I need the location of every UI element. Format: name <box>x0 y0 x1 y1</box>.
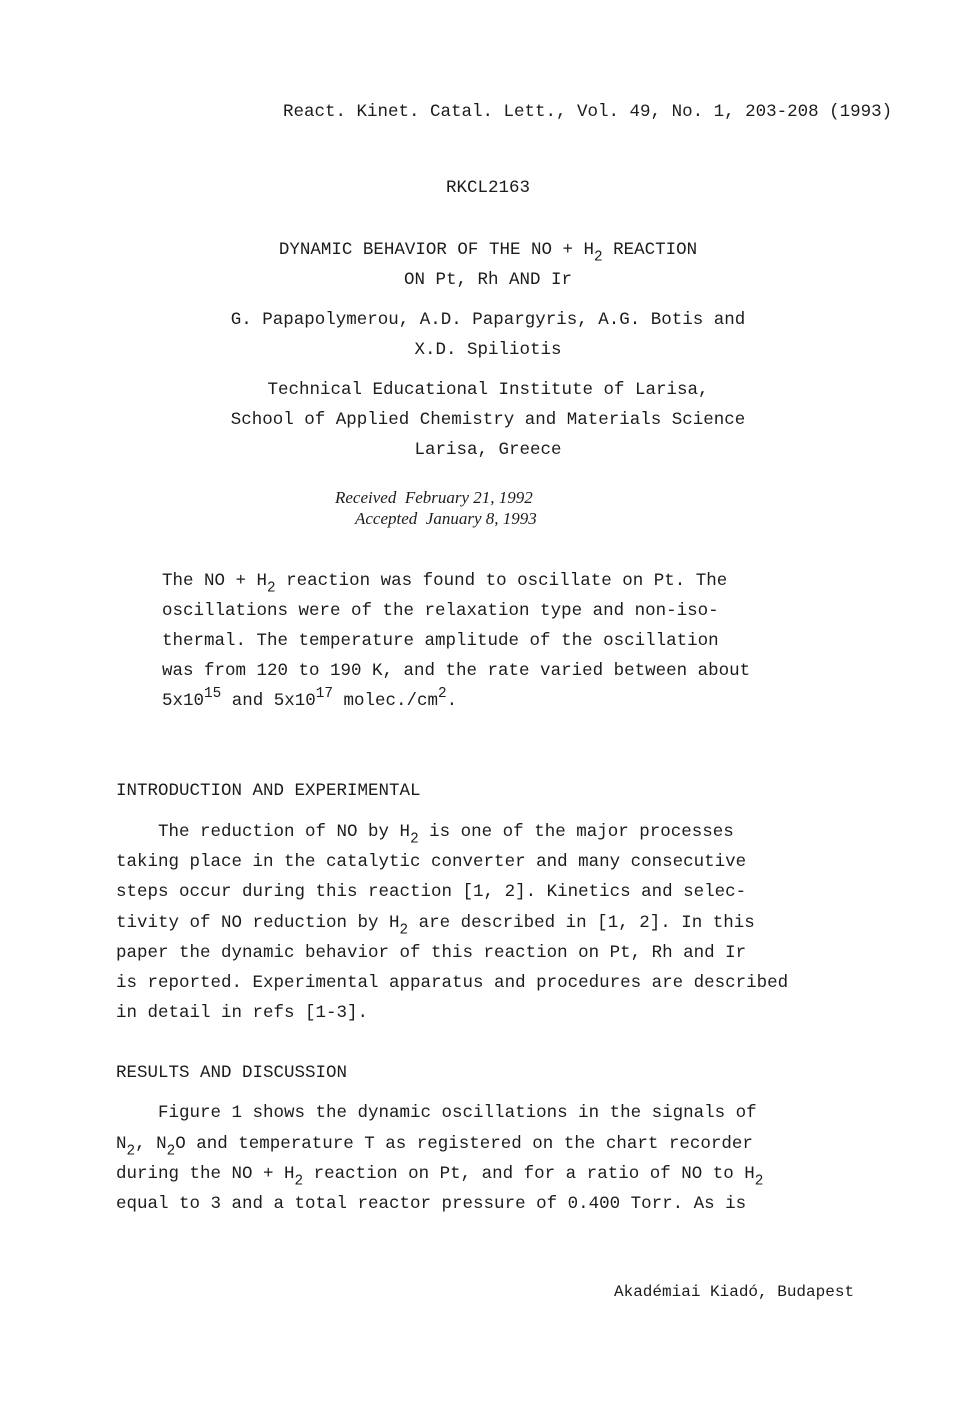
title-line-1 <box>0 239 976 266</box>
subscript: 2 <box>166 1143 176 1160</box>
affiliation-line-2: School of Applied Chemistry and Materials Science <box>230 410 746 430</box>
title-line-2: ON Pt, Rh AND Ir <box>403 270 573 290</box>
abstract-text: reaction was found to oscillate on Pt. The <box>275 571 728 591</box>
title-text: REACTION <box>602 240 698 260</box>
abstract-line-5 <box>162 686 458 712</box>
authors-line-1: G. Papapolymerou, A.D. Papargyris, A.G. Botis and <box>230 310 746 330</box>
abstract-text: 5x10 <box>162 691 205 711</box>
body-text: N <box>116 1134 127 1154</box>
article-code: RKCL2163 <box>445 178 530 198</box>
intro-line-5: paper the dynamic behavior of this reaction on Pt, Rh and Ir <box>116 943 747 963</box>
abstract-text: and 5x10 <box>221 691 316 711</box>
abstract-text: . <box>446 691 458 711</box>
title-subscript: 2 <box>593 249 603 266</box>
accepted-date: Accepted January 8, 1993 <box>355 509 537 528</box>
abstract-line-4: was from 120 to 190 K, and the rate varied between about <box>162 661 751 681</box>
authors-line-2: X.D. Spiliotis <box>414 340 562 360</box>
abstract-line-2: oscillations were of the relaxation type and non-iso- <box>162 601 719 621</box>
abstract-text: The NO + H <box>162 571 268 591</box>
body-text: , N <box>135 1134 167 1154</box>
superscript: 17 <box>315 686 333 703</box>
body-text: tivity of NO reduction by H <box>116 913 400 933</box>
body-text: is one of the major processes <box>418 822 734 842</box>
subscript: 2 <box>126 1143 136 1160</box>
body-text: O and temperature T as registered on the chart recorder <box>175 1134 753 1154</box>
affiliation-line-3: Larisa, Greece <box>414 440 562 460</box>
subscript: 2 <box>410 831 419 848</box>
affiliation-line-1: Technical Educational Institute of Larisa, <box>267 380 709 400</box>
intro-line-7: in detail in refs [1-3]. <box>116 1003 369 1023</box>
subscript: 2 <box>399 922 409 939</box>
intro-line-3: steps occur during this reaction [1, 2]. Kinetics and selec- <box>116 882 747 902</box>
intro-line-2: taking place in the catalytic converter and many consecutive <box>116 852 747 872</box>
body-text: reaction on Pt, and for a ratio of NO to H <box>303 1164 755 1184</box>
journal-citation: React. Kinet. Catal. Lett., Vol. 49, No. 1, 203-208 (1993) <box>283 102 893 122</box>
intro-line-4 <box>116 912 755 939</box>
intro-line-6: is reported. Experimental apparatus and procedures are described <box>116 973 789 993</box>
intro-line-1 <box>116 821 734 848</box>
abstract-line-1 <box>162 570 728 597</box>
body-text: The reduction of NO by H <box>116 822 411 842</box>
superscript: 15 <box>204 686 222 703</box>
abstract-text: molec./cm <box>332 691 438 711</box>
subscript: 2 <box>294 1173 304 1190</box>
results-line-2 <box>116 1133 753 1160</box>
results-line-1: Figure 1 shows the dynamic oscillations in the signals of <box>116 1103 757 1123</box>
results-line-3 <box>116 1163 764 1190</box>
subscript: 2 <box>267 580 276 597</box>
results-line-4: equal to 3 and a total reactor pressure of 0.400 Torr. As is <box>116 1194 747 1214</box>
body-text: during the NO + H <box>116 1164 295 1184</box>
title-text: DYNAMIC BEHAVIOR OF THE NO + H <box>278 240 594 260</box>
section-heading-introduction: INTRODUCTION AND EXPERIMENTAL <box>116 781 421 801</box>
superscript: 2 <box>438 686 447 703</box>
received-date: Received February 21, 1992 <box>335 488 533 507</box>
body-text: are described in [1, 2]. In this <box>408 913 755 933</box>
publisher-footer: Akadémiai Kiadó, Budapest <box>614 1283 855 1301</box>
abstract-line-3: thermal. The temperature amplitude of the oscillation <box>162 631 719 651</box>
subscript: 2 <box>754 1173 764 1190</box>
section-heading-results: RESULTS AND DISCUSSION <box>116 1063 348 1083</box>
